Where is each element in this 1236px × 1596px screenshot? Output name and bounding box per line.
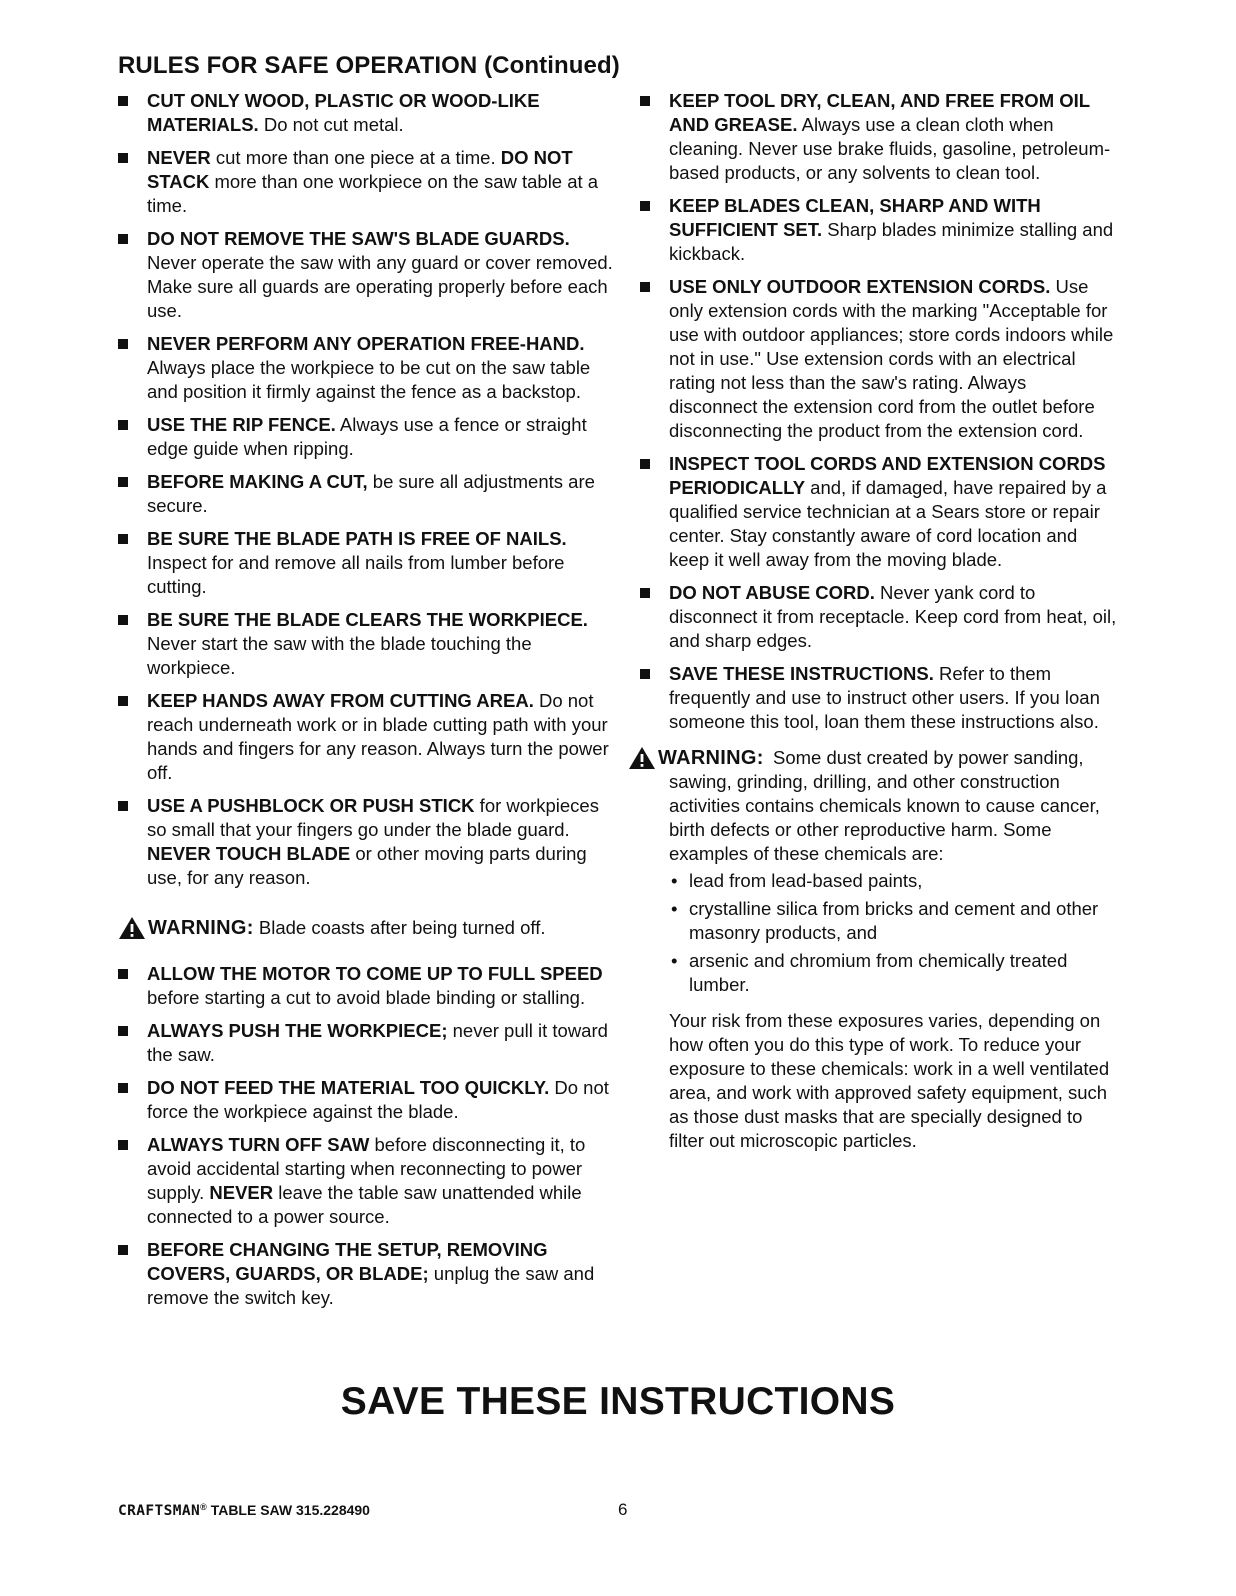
rule-item bbox=[640, 581, 1118, 653]
rule-text: more than one workpiece on the saw table at a time. bbox=[147, 171, 599, 216]
square-bullet-icon bbox=[640, 96, 650, 106]
rule-text: Never operate the saw with any guard or cover removed. Make sure all guards are operating properly before each use. bbox=[147, 252, 613, 321]
square-bullet-icon bbox=[118, 339, 128, 349]
rule-item bbox=[118, 227, 618, 323]
square-bullet-icon bbox=[118, 234, 128, 244]
square-bullet-icon bbox=[118, 1140, 128, 1150]
rule-text: Do not cut metal. bbox=[258, 114, 404, 135]
rule-text: or other moving parts during use, for any reason. bbox=[147, 843, 587, 888]
rule-heading: USE THE RIP FENCE. bbox=[147, 414, 336, 435]
chemical-example-item: • crystalline silica from bricks and cement and other masonry products, and bbox=[669, 897, 1118, 945]
right-column bbox=[640, 89, 1118, 1153]
safety-rules-list-continued bbox=[118, 962, 618, 1310]
rule-heading: BE SURE THE BLADE CLEARS THE WORKPIECE. bbox=[147, 609, 588, 630]
rule-heading: NEVER bbox=[147, 147, 211, 168]
rule-text: Always use a fence or straight edge guide when ripping. bbox=[147, 414, 587, 459]
rule-item bbox=[118, 527, 618, 599]
rule-heading: INSPECT TOOL CORDS AND EXTENSION CORDS PERIODICALLY bbox=[669, 453, 1106, 498]
rule-emphasis: DO NOT STACK bbox=[147, 147, 573, 192]
square-bullet-icon bbox=[118, 969, 128, 979]
square-bullet-icon bbox=[118, 615, 128, 625]
rule-heading: SAVE THESE INSTRUCTIONS. bbox=[669, 663, 934, 684]
safety-rules-list-right bbox=[640, 89, 1118, 734]
warning-label: WARNING: bbox=[148, 917, 254, 939]
trademark-mark: ® bbox=[200, 1502, 207, 1512]
rule-item bbox=[118, 146, 618, 218]
rule-text: Never start the saw with the blade touching the workpiece. bbox=[147, 633, 532, 678]
rule-text: and, if damaged, have repaired by a qualified service technician at a Sears store or repair center. Stay constantly aware of cord location and keep it well away from the moving blade. bbox=[669, 477, 1107, 570]
chemical-examples-list bbox=[640, 869, 1118, 997]
rule-emphasis: NEVER TOUCH BLADE bbox=[147, 843, 351, 864]
rule-heading: DO NOT REMOVE THE SAW'S BLADE GUARDS. bbox=[147, 228, 570, 249]
rule-item bbox=[118, 413, 618, 461]
warning-text: Blade coasts after being turned off. bbox=[253, 917, 546, 938]
exposure-paragraph: Your risk from these exposures varies, depending on how often you do this type of work. To reduce your exposure to these chemicals: work in a well ventilated area, and work with approved safety equipment, such as those dust masks that are specially designed to filter out microscopic particles. bbox=[669, 1010, 1110, 1151]
rule-text: never pull it toward the saw. bbox=[147, 1020, 608, 1065]
chemical-example-item: • arsenic and chromium from chemically treated lumber. bbox=[669, 949, 1118, 997]
chemical-example-item: • lead from lead-based paints, bbox=[669, 869, 1118, 893]
rule-heading: KEEP BLADES CLEAN, SHARP AND WITH SUFFICIENT SET. bbox=[669, 195, 1041, 240]
model-text: TABLE SAW 315.228490 bbox=[206, 1502, 370, 1518]
dust-chemical-warning bbox=[640, 746, 1118, 1153]
rule-text: Sharp blades minimize stalling and kickback. bbox=[669, 219, 1114, 264]
rule-item bbox=[118, 689, 618, 785]
rule-item bbox=[118, 608, 618, 680]
rule-text: Do not reach underneath work or in blade cutting path with your hands and fingers for any reason. Always turn the power off. bbox=[147, 690, 609, 783]
rule-emphasis: NEVER bbox=[209, 1182, 274, 1203]
section-heading: RULES FOR SAFE OPERATION (Continued) bbox=[118, 52, 620, 79]
rule-item bbox=[118, 332, 618, 404]
rule-item bbox=[640, 89, 1118, 185]
save-instructions-banner: SAVE THESE INSTRUCTIONS bbox=[340, 1380, 896, 1423]
rule-item bbox=[640, 452, 1118, 572]
square-bullet-icon bbox=[118, 477, 128, 487]
rule-text: Always place the workpiece to be cut on the saw table and position it firmly against the fence as a backstop. bbox=[147, 357, 591, 402]
rule-heading: ALWAYS TURN OFF SAW bbox=[147, 1134, 370, 1155]
rule-item bbox=[118, 1076, 618, 1124]
square-bullet-icon bbox=[640, 588, 650, 598]
warning-text: Some dust created by power sanding, sawing, grinding, drilling, and other construction activities contains chemicals known to cause cancer, birth defects or other reproductive harm. Some examples of these chemicals are: bbox=[669, 747, 1100, 864]
rule-text: cut more than one piece at a time. bbox=[210, 147, 501, 168]
square-bullet-icon bbox=[640, 282, 650, 292]
rule-heading: DO NOT FEED THE MATERIAL TOO QUICKLY. bbox=[147, 1077, 550, 1098]
rule-heading: ALLOW THE MOTOR TO COME UP TO FULL SPEED bbox=[147, 963, 603, 984]
rule-item bbox=[118, 794, 618, 890]
rule-item bbox=[118, 1019, 618, 1067]
rule-text: Do not force the workpiece against the blade. bbox=[147, 1077, 609, 1122]
square-bullet-icon bbox=[640, 459, 650, 469]
rule-heading: KEEP TOOL DRY, CLEAN, AND FREE FROM OIL AND GREASE. bbox=[669, 90, 1090, 135]
rule-item bbox=[118, 1238, 618, 1310]
left-column bbox=[118, 89, 618, 1319]
square-bullet-icon bbox=[118, 420, 128, 430]
rule-heading: CUT ONLY WOOD, PLASTIC OR WOOD-LIKE MATERIALS. bbox=[147, 90, 540, 135]
square-bullet-icon bbox=[118, 1026, 128, 1036]
rule-text: before starting a cut to avoid blade binding or stalling. bbox=[147, 987, 586, 1008]
rule-text: Refer to them frequently and use to instruct other users. If you loan someone this tool, loan them these instructions also. bbox=[669, 663, 1100, 732]
safety-rules-list bbox=[118, 89, 618, 890]
blade-coast-warning bbox=[118, 916, 618, 940]
rule-heading: NEVER PERFORM ANY OPERATION FREE-HAND. bbox=[147, 333, 585, 354]
rule-heading: BEFORE MAKING A CUT, bbox=[147, 471, 368, 492]
rule-text: Use only extension cords with the marking "Acceptable for use with outdoor appliances; store cords indoors while not in use." Use extension cords with an electrical rating not less than the saw's rating. Always disconnect the extension cord from the outlet before disconnecting the product from the extension cord. bbox=[669, 276, 1114, 441]
rule-text: Inspect for and remove all nails from lumber before cutting. bbox=[147, 552, 565, 597]
rule-text: before disconnecting it, to avoid accidental starting when reconnecting to power supply. bbox=[147, 1134, 586, 1203]
warning-triangle-icon bbox=[118, 916, 146, 940]
rule-heading: USE ONLY OUTDOOR EXTENSION CORDS. bbox=[669, 276, 1051, 297]
brand-logo: CRAFTSMAN bbox=[118, 1503, 201, 1519]
square-bullet-icon bbox=[118, 96, 128, 106]
rule-text: Never yank cord to disconnect it from receptacle. Keep cord from heat, oil, and sharp edges. bbox=[669, 582, 1117, 651]
rule-item bbox=[640, 275, 1118, 443]
warning-label: WARNING: bbox=[658, 747, 764, 769]
square-bullet-icon bbox=[118, 696, 128, 706]
rule-heading: ALWAYS PUSH THE WORKPIECE; bbox=[147, 1020, 448, 1041]
square-bullet-icon bbox=[118, 1083, 128, 1093]
square-bullet-icon bbox=[118, 801, 128, 811]
rule-item bbox=[118, 962, 618, 1010]
rule-item bbox=[118, 89, 618, 137]
rule-item bbox=[640, 662, 1118, 734]
rule-text: unplug the saw and remove the switch key. bbox=[147, 1263, 595, 1308]
square-bullet-icon bbox=[118, 534, 128, 544]
square-bullet-icon bbox=[118, 1245, 128, 1255]
rule-item bbox=[118, 1133, 618, 1229]
rule-item bbox=[118, 470, 618, 518]
page-number: 6 bbox=[618, 1500, 628, 1519]
rule-heading: USE A PUSHBLOCK OR PUSH STICK bbox=[147, 795, 475, 816]
rule-text: for workpieces so small that your fingers go under the blade guard. bbox=[147, 795, 599, 840]
square-bullet-icon bbox=[640, 201, 650, 211]
rule-heading: BEFORE CHANGING THE SETUP, REMOVING COVERS, GUARDS, OR BLADE; bbox=[147, 1239, 548, 1284]
warning-triangle-icon bbox=[628, 746, 656, 770]
footer-model bbox=[118, 1502, 370, 1519]
rule-heading: BE SURE THE BLADE PATH IS FREE OF NAILS. bbox=[147, 528, 567, 549]
rule-heading: DO NOT ABUSE CORD. bbox=[669, 582, 875, 603]
rule-text: be sure all adjustments are secure. bbox=[147, 471, 595, 516]
square-bullet-icon bbox=[640, 669, 650, 679]
rule-heading: KEEP HANDS AWAY FROM CUTTING AREA. bbox=[147, 690, 534, 711]
rule-text: leave the table saw unattended while connected to a power source. bbox=[147, 1182, 582, 1227]
rule-item bbox=[640, 194, 1118, 266]
square-bullet-icon bbox=[118, 153, 128, 163]
rule-text: Always use a clean cloth when cleaning. Never use brake fluids, gasoline, petroleum-based products, or any solvents to clean tool. bbox=[669, 114, 1111, 183]
